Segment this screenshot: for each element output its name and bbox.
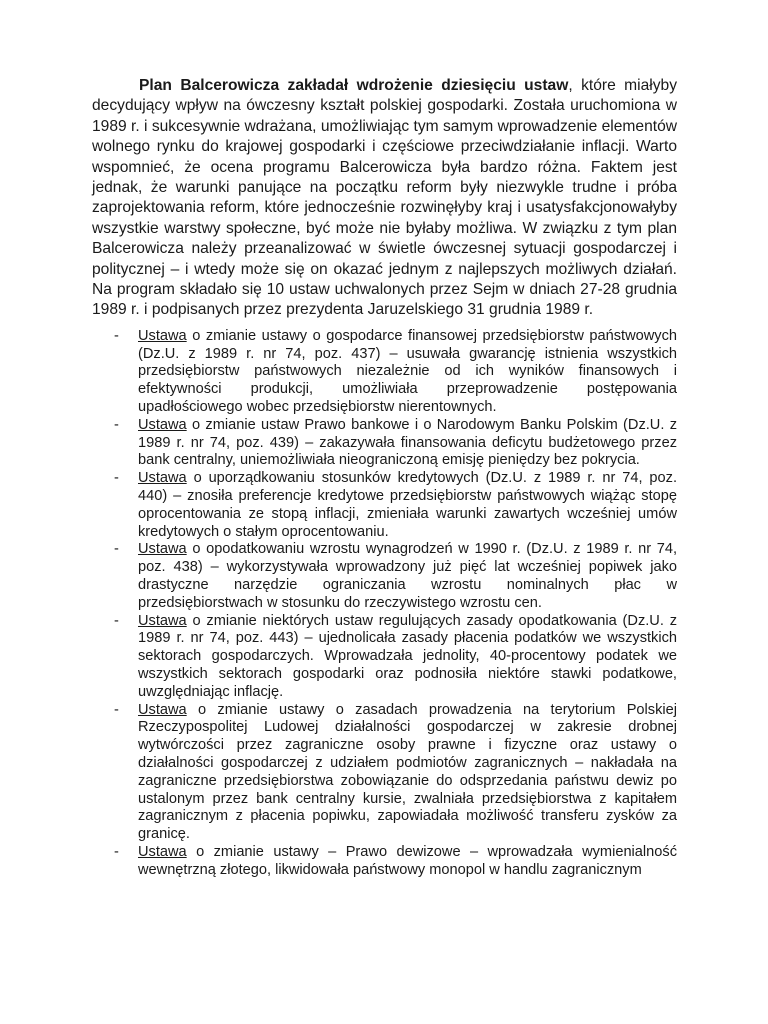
list-bullet: - [114,701,119,718]
list-item-text: o zmianie ustawy o gospodarce finansowej przedsiębiorstw państwowych (Dz.U. z 1989 r. nr 74, poz. 437) – usuwała gwarancję istnienia wszystkich przedsiębiorstw państwowych niezależnie od ich wyników finansowych i efektywności produkcji, umożliwiała przeprowadzenie postępowania upadłościowego wobec przedsiębiorstw nierentownych. [138,327,677,416]
list-bullet: - [114,327,119,344]
law-link[interactable]: Ustawa [138,843,187,860]
law-link[interactable]: Ustawa [138,327,187,344]
list-bullet: - [114,470,119,487]
intro-text: , które miałyby decydujący wpływ na ówczesny kształt polskiej gospodarki. Została uruchomiona w 1989 r. i sukcesywnie wdrażana, umożliwiając tym samym wprowadzenie elementów wolnego rynku do krajowej gospodarki i częściowe przeciwdziałanie inflacji. Warto wspomnieć, że ocena programu Balcerowicza była bardzo różna. Faktem jest jednak, że warunki panujące na początku reform były niezwykle trudne i próba zaprojektowania reform, które jednocześnie rozwinęłyby kraj i usatysfakcjonowałyby wszystkie warstwy społeczne, być może nie byłaby możliwa. W związku z tym plan Balcerowicza należy przeanalizować w świetle ówczesnej sytuacji gospodarczej i politycznej – i wtedy może się on okazać jednym z najlepszych możliwych działań. Na program składało się 10 ustaw uchwalonych przez Sejm w dniach 27-28 grudnia 1989 r. i podpisanych przez prezydenta Jaruzelskiego 31 grudnia 1989 r. [92,77,678,319]
law-link[interactable]: Ustawa [138,541,187,558]
list-item [114,470,677,541]
law-link[interactable]: Ustawa [138,701,187,718]
list-item [114,843,677,880]
list-item-text: o zmianie ustawy o zasadach prowadzenia na terytorium Polskiej Rzeczypospolitej Ludowej działalności gospodarczej w zakresie drobnej wytwórczości przez zagraniczne osoby prawne i fizyczne oraz ustawy o działalności gospodarczej z udziałem podmiotów zagranicznych – nakładała na zagraniczne przedsiębiorstwa zobowiązanie do odsprzedania państwu dewiz po ustalonym przez bank centralny kursie, zwalniała przedsiębiorstwa z kapitałem zagranicznym z płacenia popiwku, zapowiadała możliwość transferu zysków za granicę. [138,701,677,843]
list-item [114,327,677,417]
list-item-text: o uporządkowaniu stosunków kredytowych (Dz.U. z 1989 r. nr 74, poz. 440) – znosiła preferencje kredytowe przedsiębiorstw państwowych wiążąc stopę oprocentowania ze stopą inflacji, zmieniała warunki zawartych wcześniej umów kredytowych o stałym oprocentowaniu. [138,470,677,540]
list-item-text: o zmianie niektórych ustaw regulujących zasady opodatkowania (Dz.U. z 1989 r. nr 74, poz. 443) – ujednolicała zasady płacenia podatków we wszystkich sektorach gospodarczych. Wprowadzała jednolity, 40-procentowy podatek we wszystkich sektorach gospodarki oraz podnosiła niektóre stawki podatkowe, uwzględniając inflację. [138,612,677,700]
law-link[interactable]: Ustawa [138,612,187,629]
list-item-text: o opodatkowaniu wzrostu wynagrodzeń w 1990 r. (Dz.U. z 1989 r. nr 74, poz. 438) – wykorzystywała wprowadzony już pięć lat wcześniej popiwek jako drastyczne narzędzie ograniczania wzrostu nominalnych płac w przedsiębiorstwach w stosunku do rzeczywistego wzrostu cen. [138,541,677,611]
list-bullet: - [114,416,119,433]
list-bullet: - [114,843,119,860]
list-item [114,541,677,612]
list-item [114,701,677,844]
list-item [114,416,677,470]
law-link[interactable]: Ustawa [138,416,187,433]
list-bullet: - [114,612,119,629]
laws-list [92,328,677,880]
list-item-text: o zmianie ustawy – Prawo dewizowe – wprowadzała wymienialność wewnętrzną złotego, likwidowała państwowy monopol w handlu zagranicznym [138,843,677,878]
intro-paragraph [92,76,677,321]
list-bullet: - [114,541,119,558]
intro-bold-lead: Plan Balcerowicza zakładał wdrożenie dziesięciu ustaw [139,77,569,94]
list-item [114,612,677,702]
law-link[interactable]: Ustawa [138,470,187,487]
list-item-text: o zmianie ustaw Prawo bankowe i o Narodowym Banku Polskim (Dz.U. z 1989 r. nr 74, poz. 439) – zakazywała finansowania deficytu budżetowego przez bank centralny, uniemożliwiała nieograniczoną emisję pieniędzy bez pokrycia. [138,416,677,469]
